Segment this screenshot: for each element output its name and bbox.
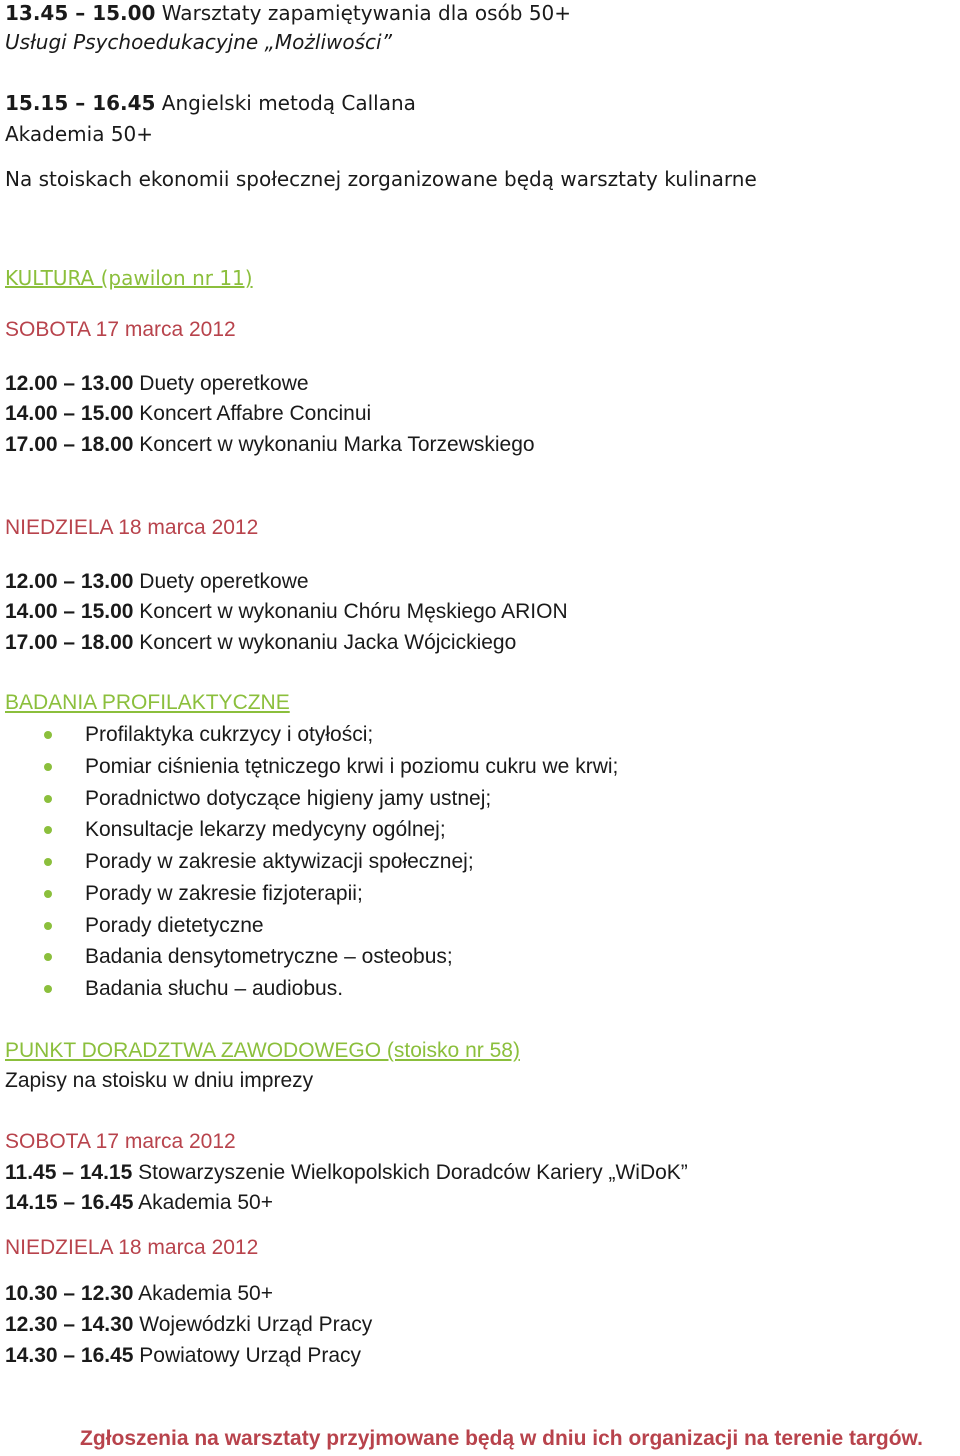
bullet-icon: [44, 858, 52, 866]
day-heading: SOBOTA 17 marca 2012: [5, 1130, 236, 1153]
schedule-line: [5, 1190, 273, 1216]
bullet-icon: [44, 795, 52, 803]
list-item-text: Porady dietetyczne: [85, 914, 264, 937]
list-item-text: Konsultacje lekarzy medycyny ogólnej;: [85, 818, 446, 841]
time-range: 11.45 – 14.15: [5, 1161, 133, 1184]
event-title: Stowarzyszenie Wielkopolskich Doradców Kariery „WiDoK”: [132, 1161, 688, 1184]
schedule-line: [5, 630, 516, 656]
organizer-line: Usługi Psychoedukacyjne „Możliwości”: [5, 30, 392, 54]
list-item-text: Poradnictwo dotyczące higieny jamy ustnej;: [85, 787, 492, 810]
day-heading: NIEDZIELA 18 marca 2012: [5, 516, 259, 539]
schedule-line: [5, 1312, 372, 1338]
event-title: Koncert w wykonaniu Marka Torzewskiego: [133, 433, 535, 456]
event-title: Koncert w wykonaniu Jacka Wójcickiego: [133, 631, 517, 654]
schedule-line: [5, 1343, 361, 1369]
schedule-line: [5, 371, 309, 397]
event-title: Wojewódzki Urząd Pracy: [133, 1313, 373, 1336]
event-title: Akademia 50+: [133, 1191, 273, 1214]
list-item-text: Porady w zakresie fizjoterapii;: [85, 882, 363, 905]
time-range: 12.00 – 13.00: [5, 570, 134, 593]
schedule-line: [5, 432, 535, 458]
list-item-text: Porady w zakresie aktywizacji społecznej;: [85, 850, 474, 873]
day-heading: NIEDZIELA 18 marca 2012: [5, 1236, 259, 1259]
bullet-icon: [44, 826, 52, 834]
bullet-icon: [44, 890, 52, 898]
list-item-text: Badania densytometryczne – osteobus;: [85, 945, 453, 968]
time-range: 13.45 – 15.00: [5, 1, 156, 25]
section-heading-culture: KULTURA (pawilon nr 11): [5, 266, 253, 290]
section-heading-career: PUNKT DORADZTWA ZAWODOWEGO (stoisko nr 58): [5, 1039, 520, 1062]
organizer-line: Akademia 50+: [5, 122, 154, 146]
time-range: 14.00 – 15.00: [5, 402, 134, 425]
list-item-text: Pomiar ciśnienia tętniczego krwi i poziomu cukru we krwi;: [85, 755, 619, 778]
schedule-line: [5, 1281, 273, 1307]
bullet-icon: [44, 985, 52, 993]
schedule-line: [5, 401, 371, 427]
bullet-icon: [44, 922, 52, 930]
event-title: Koncert Affabre Concinui: [133, 402, 372, 425]
schedule-line: [5, 1160, 688, 1186]
info-line: Na stoiskach ekonomii społecznej zorganizowane będą warsztaty kulinarne: [5, 167, 757, 191]
list-item-text: Profilaktyka cukrzycy i otyłości;: [85, 723, 374, 746]
time-range: 14.30 – 16.45: [5, 1344, 134, 1367]
event-title: Duety operetkowe: [133, 570, 309, 593]
schedule-line: [5, 0, 571, 26]
bullet-icon: [44, 731, 52, 739]
schedule-line: [5, 569, 309, 595]
event-title: Duety operetkowe: [133, 372, 309, 395]
event-title: Warsztaty zapamiętywania dla osób 50+: [155, 1, 572, 25]
time-range: 14.00 – 15.00: [5, 600, 134, 623]
event-title: Angielski metodą Callana: [155, 91, 416, 115]
event-title: Akademia 50+: [133, 1282, 273, 1305]
time-range: 12.00 – 13.00: [5, 372, 134, 395]
schedule-line: [5, 90, 416, 116]
time-range: 17.00 – 18.00: [5, 433, 134, 456]
time-range: 12.30 – 14.30: [5, 1313, 134, 1336]
bullet-icon: [44, 763, 52, 771]
day-heading: SOBOTA 17 marca 2012: [5, 318, 236, 341]
bullet-icon: [44, 953, 52, 961]
list-item-text: Badania słuchu – audiobus.: [85, 977, 344, 1000]
time-range: 10.30 – 12.30: [5, 1282, 134, 1305]
footer-note: Zgłoszenia na warsztaty przyjmowane będą w dniu ich organizacji na terenie targów.: [80, 1427, 923, 1450]
time-range: 15.15 – 16.45: [5, 91, 156, 115]
event-title: Koncert w wykonaniu Chóru Męskiego ARION: [133, 600, 568, 623]
info-line: Zapisy na stoisku w dniu imprezy: [5, 1069, 314, 1092]
schedule-line: [5, 599, 568, 625]
event-title: Powiatowy Urząd Pracy: [133, 1344, 362, 1367]
time-range: 14.15 – 16.45: [5, 1191, 134, 1214]
time-range: 17.00 – 18.00: [5, 631, 134, 654]
section-heading-health: BADANIA PROFILAKTYCZNE: [5, 691, 290, 714]
